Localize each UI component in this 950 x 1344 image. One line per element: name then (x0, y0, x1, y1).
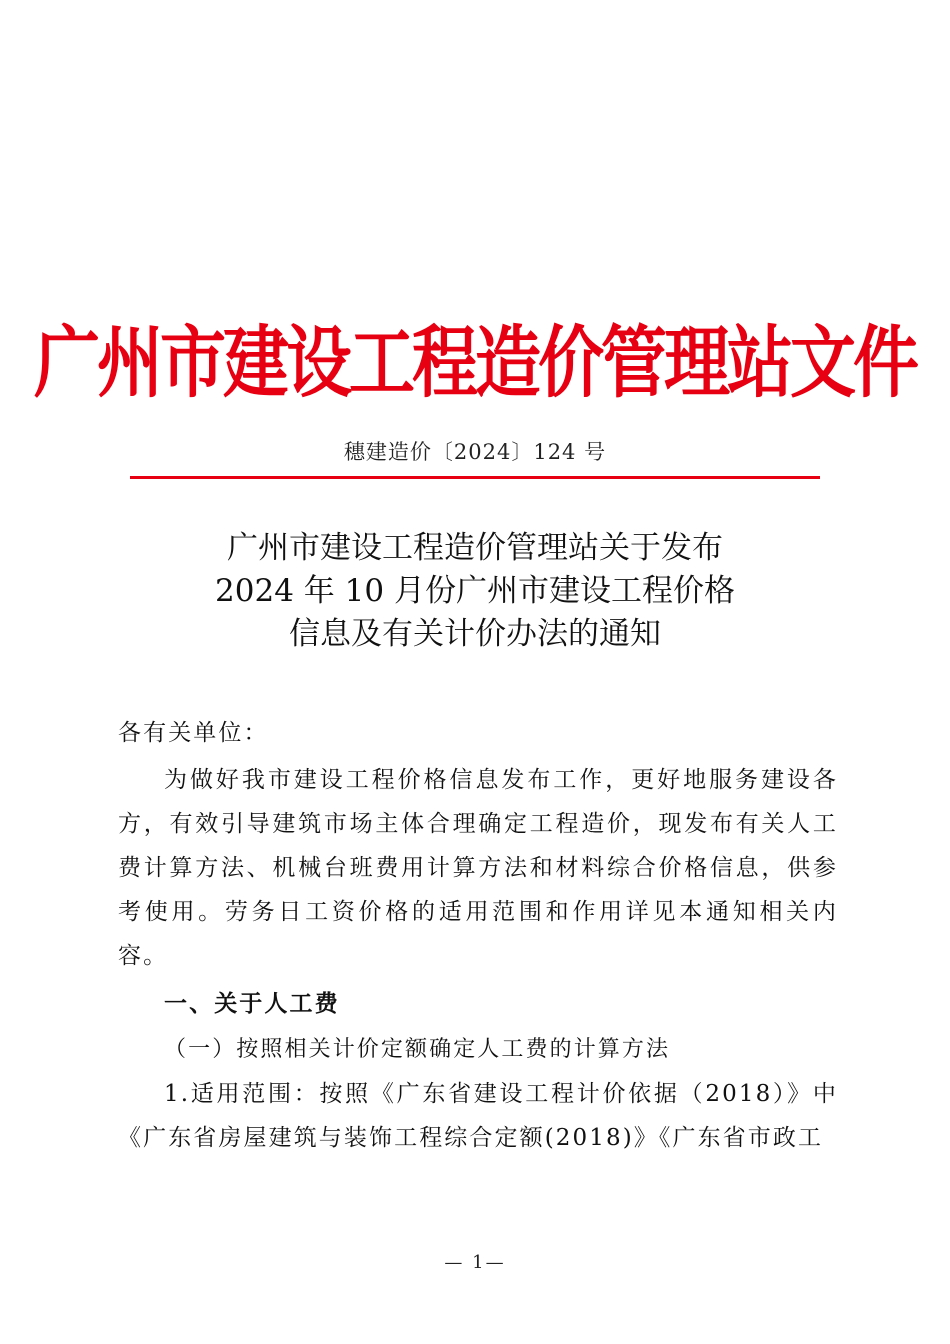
section-heading: 一、关于人工费 (164, 991, 340, 1017)
agency-header-title: 广州市建设工程造价管理站文件 (34, 317, 916, 409)
subsection-heading: （一）按照相关计价定额确定人工费的计算方法 (164, 1037, 671, 1062)
salutation: 各有关单位： (118, 720, 269, 746)
page-number: — 1— (444, 1252, 506, 1273)
notice-title (0, 527, 950, 656)
red-separator-line (130, 476, 820, 479)
body-text (118, 711, 838, 1160)
document-number: 穗建造价〔2024〕124 号 (343, 440, 607, 464)
notice-title-line: 2024 年 10 月份广州市建设工程价格 (215, 573, 735, 609)
intro-paragraph: 为做好我市建设工程价格信息发布工作，更好地服务建设各方，有效引导建筑市场主体合理确定工程造价，现发布有关人工费计算方法、机械台班费用计算方法和材料综合价格信息，供参考使用。劳务日工资价格的适用范围和作用详见本通知相关内容。 (118, 767, 838, 969)
item-paragraph: 1.适用范围：按照《广东省建设工程计价依据（2018）》中《广东省房屋建筑与装饰工程综合定额(2018)》《广东省市政工 (118, 1081, 838, 1151)
notice-title-line: 广州市建设工程造价管理站关于发布 (227, 530, 723, 566)
notice-title-line: 信息及有关计价办法的通知 (289, 616, 661, 652)
